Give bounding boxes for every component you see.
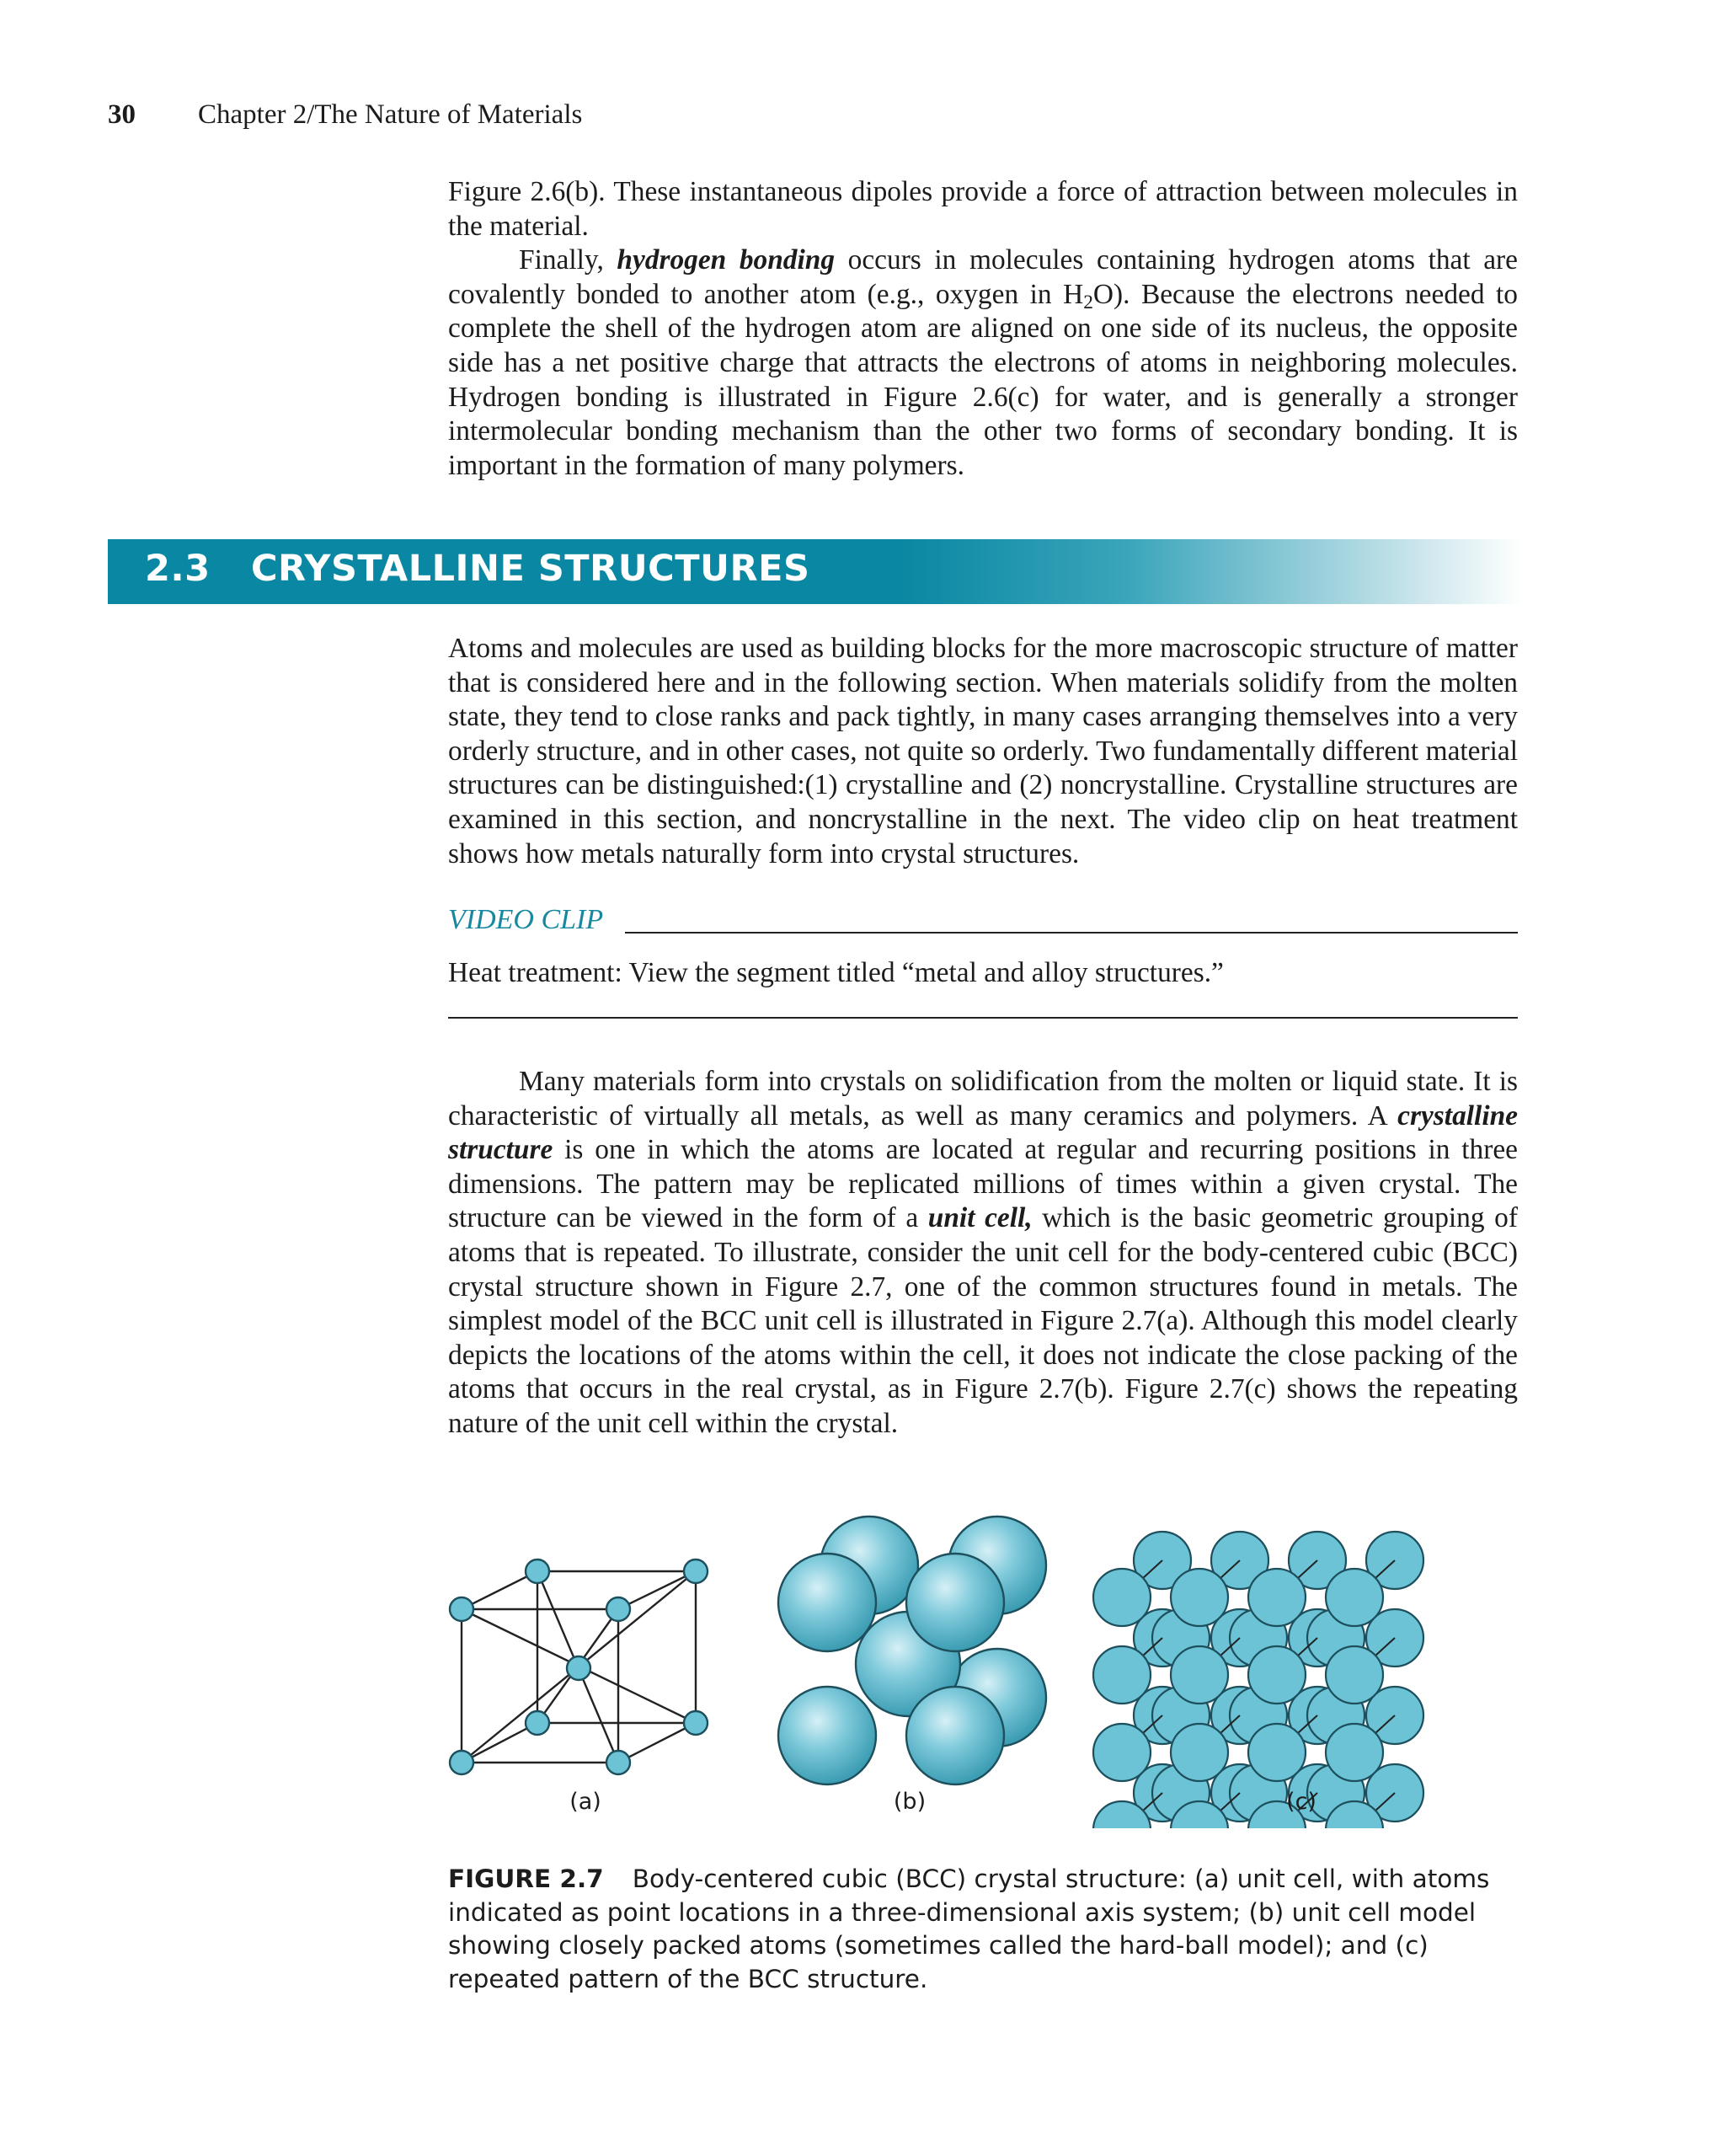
video-clip-rule-top	[625, 932, 1518, 934]
atom	[606, 1597, 630, 1621]
paragraph-hydrogen-bonding	[448, 243, 1518, 483]
caption-text: Body-centered cubic (BCC) crystal structure: (a) unit cell, with atoms indicated as point locations in a three-dimensional axis system; (b) unit cell model showing closely packed atoms (sometimes called the hard-ball model); and (c) repeated pattern of the BCC structure.	[448, 1864, 1490, 1993]
atom	[1248, 1569, 1306, 1626]
figure-number: FIGURE 2.7	[448, 1864, 604, 1893]
atom	[1326, 1724, 1383, 1781]
atom	[778, 1554, 876, 1651]
atom	[1093, 1646, 1151, 1704]
video-clip-text: Heat treatment: View the segment titled “metal and alloy structures.”	[448, 957, 1224, 988]
figure-caption	[448, 1863, 1535, 1996]
text-run: occurs in molecules containing hydrogen atoms that are covalently bonded to another atom (e.g., oxygen in H	[448, 244, 1518, 310]
atom	[606, 1751, 630, 1774]
paragraph: Atoms and molecules are used as building blocks for the more macroscopic structure of matter that is considered here and in the following section. When materials solidify from the molten state, they tend to close ranks and pack tightly, in many cases arranging themselves into a very orderly structure, and in other cases, not quite so orderly. Two fundamentally different material structures can be distinguished:(1) crystalline and (2) noncrystalline. Crystalline structures are examined in this section, and noncrystalline in the next. The video clip on heat treatment shows how metals naturally form into crystal structures.	[448, 633, 1518, 869]
paragraph: Figure 2.6(b). These instantaneous dipoles provide a force of attraction between molecules in the material.	[448, 176, 1518, 242]
text-run: Finally,	[519, 244, 617, 276]
section-heading-bar	[108, 539, 1523, 604]
repeated-pattern	[1093, 1532, 1423, 1828]
atom	[1326, 1646, 1383, 1704]
subscript: 2	[1083, 291, 1093, 313]
label-a: (a)	[569, 1789, 601, 1815]
text-run: Many materials form into crystals on solidification from the molten or liquid state. It is characteristic of virtually all metals, as well as many ceramics and polymers. A	[448, 1066, 1518, 1131]
atom	[906, 1554, 1004, 1651]
text-run: is one in which the atoms are located at regular and recurring positions in three dimensions. The pattern may be replicated millions of times within a given crystal. The structure can be viewed in the form of a	[448, 1134, 1518, 1234]
section-number: 2.3	[145, 548, 211, 590]
atom	[526, 1711, 549, 1735]
label-c: (c)	[1286, 1789, 1316, 1815]
atom	[1171, 1724, 1228, 1781]
atom	[684, 1559, 708, 1583]
text-run: which is the basic geometric grouping of atoms that is repeated. To illustrate, consider the unit cell for the body-centered cubic (BCC) crystal structure shown in Figure 2.7, one of the common structures found in metals. The simplest model of the BCC unit cell is illustrated in Figure 2.7(a). Although this model clearly depicts the locations of the atoms within the cell, it does not indicate the close packing of the atoms that occurs in the real crystal, as in Figure 2.7(b). Figure 2.7(c) shows the repeating nature of the unit cell within the crystal.	[448, 1202, 1518, 1439]
chapter-title: Chapter 2/The Nature of Materials	[198, 99, 583, 130]
page-number: 30	[108, 99, 136, 130]
atom	[1326, 1569, 1383, 1626]
bcc-illustration	[438, 1508, 1533, 1828]
body-text	[448, 1065, 1518, 1442]
page-header	[108, 99, 583, 131]
section-text	[448, 632, 1518, 871]
atom	[1171, 1646, 1228, 1704]
unit-cell-atoms	[450, 1559, 708, 1774]
atom	[906, 1687, 1004, 1784]
atom	[1248, 1724, 1306, 1781]
atom	[450, 1751, 473, 1774]
term-unit-cell: unit cell,	[927, 1202, 1033, 1234]
atom	[684, 1711, 708, 1735]
term-hydrogen-bonding: hydrogen bonding	[617, 244, 836, 276]
atom	[1093, 1724, 1151, 1781]
hard-ball-model	[778, 1517, 1046, 1784]
atom	[1093, 1569, 1151, 1626]
label-b: (b)	[893, 1789, 927, 1815]
atom	[778, 1687, 876, 1784]
atom	[567, 1656, 590, 1680]
intro-text	[448, 175, 1518, 483]
video-clip-rule-bottom	[448, 1017, 1518, 1019]
atom	[1171, 1569, 1228, 1626]
section-title: CRYSTALLINE STRUCTURES	[251, 548, 810, 590]
term-crystalline-structure: crystalline structure	[448, 1099, 1518, 1166]
atom	[450, 1597, 473, 1621]
paragraph-crystalline	[448, 1065, 1518, 1442]
figure-2-7	[438, 1508, 1533, 1828]
text-run: O). Because the electrons needed to complete the shell of the hydrogen atom are aligned on one side of its nucleus, the opposite side has a net positive charge that attracts the electrons of atoms in neighboring molecules. Hydrogen bonding is illustrated in Figure 2.6(c) for water, and is generally a stronger intermolecular bonding mechanism than the other two forms of secondary bonding. It is important in the formation of many polymers.	[448, 278, 1518, 481]
video-clip-label: VIDEO CLIP	[448, 904, 604, 935]
atom	[1248, 1646, 1306, 1704]
atom	[526, 1559, 549, 1583]
